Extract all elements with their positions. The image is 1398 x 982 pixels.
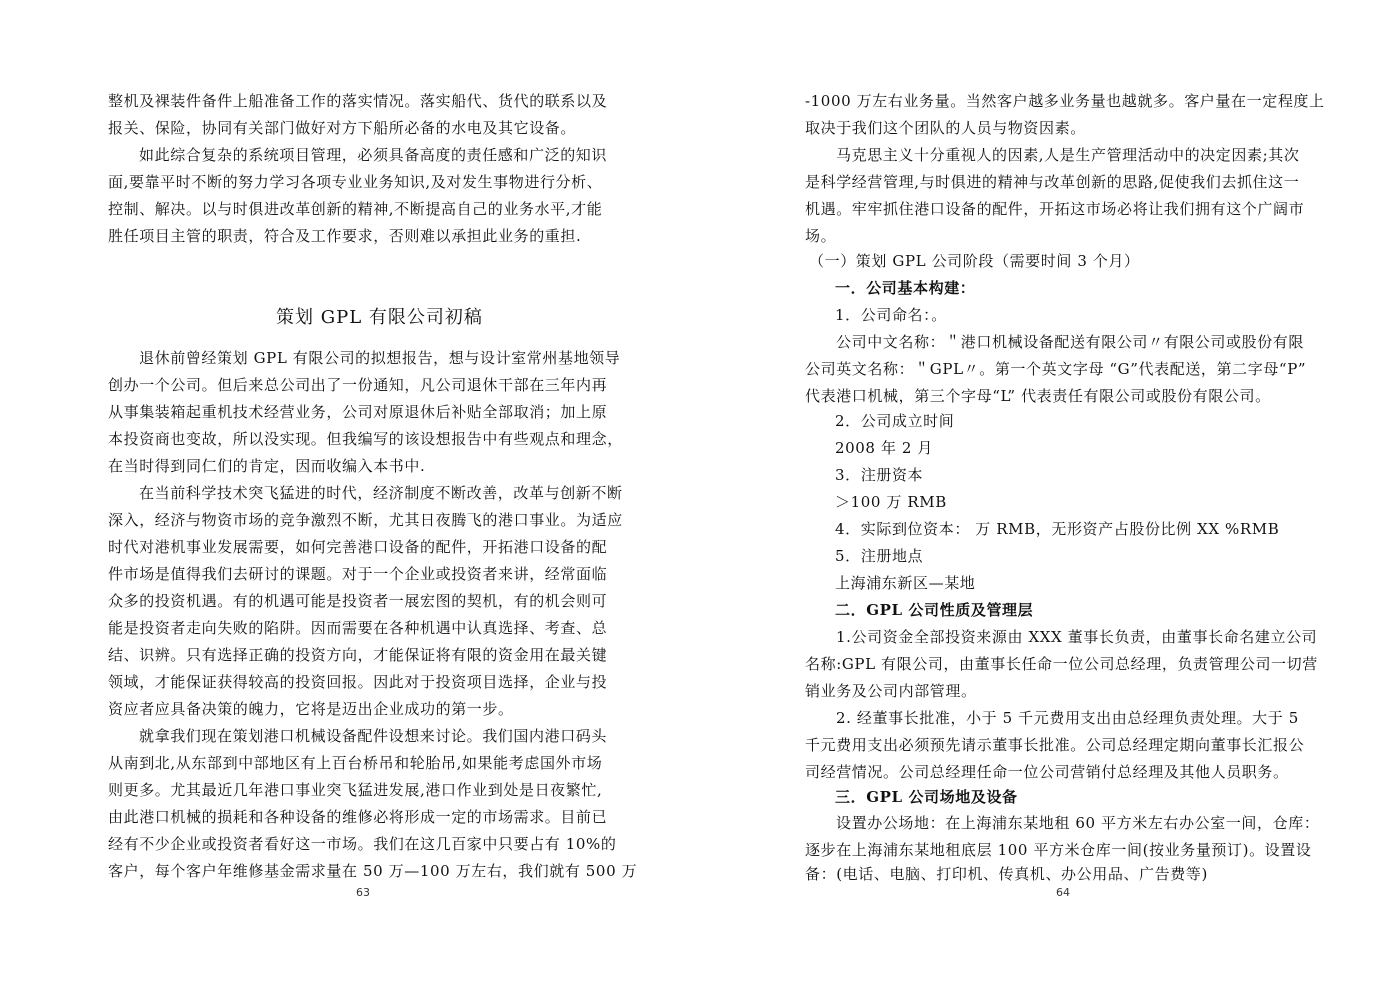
text-line: 销业务及公司内部管理。 (805, 682, 977, 700)
phase-heading: （一）策划 GPL 公司阶段（需要时间 3 个月） (809, 252, 1140, 270)
text-line: 公司中文名称：＂港口机械设备配送有限公司〃有限公司或股份有限 (836, 333, 1305, 351)
text-line: 如此综合复杂的系统项目管理，必须具备高度的责任感和广泛的知识 (139, 146, 608, 164)
list-item: 5．注册地点 (835, 547, 924, 565)
text-line: 2. 经董事长批准，小于 5 千元费用支出由总经理负责处理。大于 5 (836, 709, 1299, 727)
text-line: 众多的投资机遇。有的机遇可能是投资者一展宏图的契机，有的机会则可 (108, 592, 608, 610)
text-line: 控制、解决。以与时俱进改革创新的精神,不断提高自己的业务水平,才能 (108, 200, 603, 218)
text-line: 创办一个公司。但后来总公司出了一份通知，凡公司退休干部在三年内再 (108, 376, 608, 394)
text-line: -1000 万左右业务量。当然客户越多业务量也越就多。客户量在一定程度上 (805, 92, 1325, 110)
text-line: 本投资商也变故，所以没实现。但我编写的该设想报告中有些观点和理念， (108, 430, 623, 448)
text-line: 深入，经济与物资市场的竞争激烈不断，尤其日夜腾飞的港口事业。为适应 (108, 511, 623, 529)
text-line: 在当前科学技术突飞猛进的时代，经济制度不断改善，改革与创新不断 (139, 484, 623, 502)
text-line: 则更多。尤其最近几年港口事业突飞猛进发展,港口作业到处是日夜繁忙, (108, 781, 603, 799)
text-line: 能是投资者走向失败的陷阱。因而需要在各种机遇中认真选择、考查、总 (108, 619, 608, 637)
list-item: 4．实际到位资本： 万 RMB，无形资产占股份比例 XX %RMB (835, 520, 1280, 538)
text-line: 马克思主义十分重视人的因素,人是生产管理活动中的决定因素;其次 (836, 146, 1300, 164)
list-value: ＞100 万 RMB (835, 493, 947, 511)
text-line: 整机及裸装件备件上船准备工作的落实情况。落实船代、货代的联系以及 (108, 92, 608, 110)
list-item: 2．公司成立时间 (835, 412, 955, 430)
text-line: 报关、保险，协同有关部门做好对方下船所必备的水电及其它设备。 (108, 119, 577, 137)
section-heading: 一．公司基本构建： (835, 279, 976, 297)
text-line: 在当时得到同仁们的肯定，因而收编入本书中. (108, 457, 426, 475)
text-line: 从南到北,从东部到中部地区有上百台桥吊和轮胎吊,如果能考虑国外市场 (108, 754, 603, 772)
list-item: 1．公司命名：。 (835, 306, 947, 324)
text-line: 机遇。牢牢抓住港口设备的配件，开拓这市场必将让我们拥有这个广阔市 (805, 200, 1305, 218)
text-line: 代表港口机械，第三个字母“L” 代表责任有限公司或股份有限公司。 (805, 387, 1271, 405)
text-line: 资应者应具备决策的魄力，它将是迈出企业成功的第一步。 (108, 700, 514, 718)
text-line: 结、识辨。只有选择正确的投资方向，才能保证将有限的资金用在最关键 (108, 646, 608, 664)
text-line: 经有不少企业或投资者看好这一市场。我们在这几百家中只要占有 10%的 (108, 835, 617, 853)
page-number: 64 (1056, 886, 1070, 899)
page-number: 63 (356, 886, 370, 899)
text-line: 公司英文名称：＂GPL〃。第一个英文字母 “G”代表配送，第二字母“P” (805, 360, 1307, 378)
text-line: 场。 (805, 227, 837, 245)
section-heading: 二．GPL 公司性质及管理层 (835, 601, 1034, 619)
text-line: 客户，每个客户年维修基金需求量在 50 万—100 万左右，我们就有 500 万 (108, 862, 638, 880)
text-line: 就拿我们现在策划港口机械设备配件设想来讨论。我们国内港口码头 (139, 727, 608, 745)
list-item: 3．注册资本 (835, 466, 924, 484)
text-line: 面,要靠平时不断的努力学习各项专业业务知识,及对发生事物进行分析、 (108, 173, 603, 191)
list-value: 上海浦东新区—某地 (835, 574, 976, 592)
text-line: 领域，才能保证获得较高的投资回报。因此对于投资项目选择，企业与投 (108, 673, 608, 691)
text-line: 千元费用支出必须预先请示董事长批准。公司总经理定期向董事长汇报公 (805, 736, 1305, 754)
text-line: 1.公司资金全部投资来源由 XXX 董事长负责，由董事长命名建立公司 (836, 628, 1318, 646)
list-value: 2008 年 2 月 (835, 439, 934, 457)
text-line: 胜任项目主管的职责，符合及工作要求，否则难以承担此业务的重担. (108, 227, 582, 245)
text-line: 取决于我们这个团队的人员与物资因素。 (805, 119, 1086, 137)
right-page (699, 0, 1398, 982)
text-line: 备：(电话、电脑、打印机、传真机、办公用品、广告费等) (805, 865, 1208, 883)
section-heading: 三．GPL 公司场地及设备 (835, 788, 1018, 806)
text-line: 退休前曾经策划 GPL 有限公司的拟想报告，想与设计室常州基地领导 (139, 349, 621, 367)
text-line: 是科学经营管理,与时俱进的精神与改革创新的思路,促使我们去抓住这一 (805, 173, 1300, 191)
text-line: 从事集装箱起重机技术经营业务，公司对原退休后补贴全部取消；加上原 (108, 403, 608, 421)
text-line: 由此港口机械的损耗和各种设备的维修必将形成一定的市场需求。目前已 (108, 808, 608, 826)
text-line: 时代对港机事业发展需要，如何完善港口设备的配件，开拓港口设备的配 (108, 538, 608, 556)
section-title: 策划 GPL 有限公司初稿 (276, 307, 483, 328)
text-line: 名称:GPL 有限公司，由董事长任命一位公司总经理，负责管理公司一切营 (805, 655, 1318, 673)
text-line: 逐步在上海浦东某地租底层 100 平方米仓库一间(按业务量预订)。设置设 (805, 841, 1312, 859)
text-line: 设置办公场地：在上海浦东某地租 60 平方米左右办公室一间，仓库： (836, 814, 1320, 832)
text-line: 件市场是值得我们去研讨的课题。对于一个企业或投资者来讲，经常面临 (108, 565, 608, 583)
text-line: 司经营情况。公司总经理任命一位公司营销付总经理及其他人员职务。 (805, 763, 1289, 781)
